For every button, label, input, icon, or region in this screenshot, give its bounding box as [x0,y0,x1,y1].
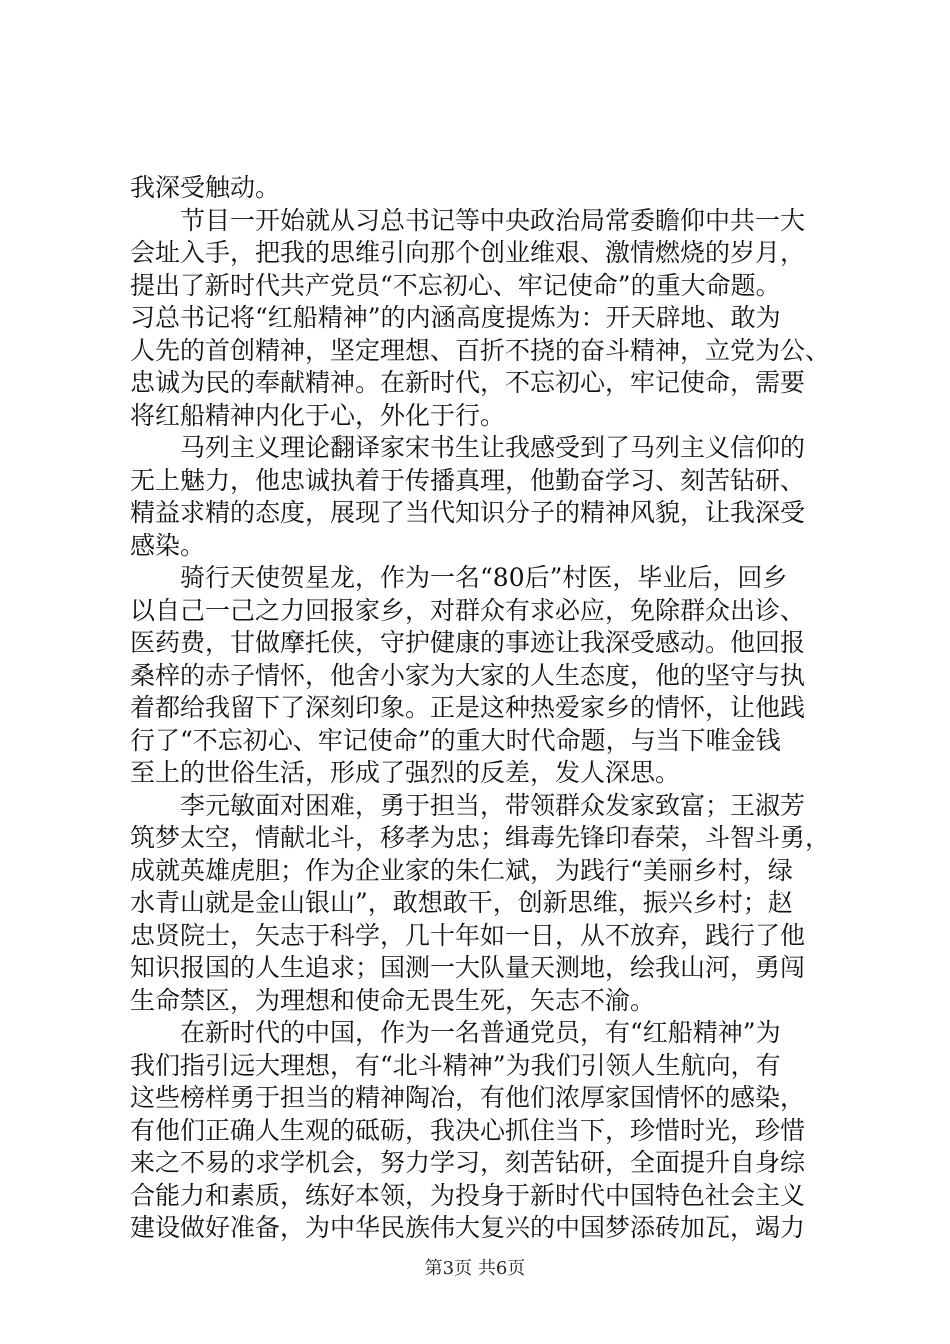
text-line: 桑梓的赤子情怀，他舍小家为大家的人生态度，他的坚守与执 [130,660,806,690]
text-line: 行了“不忘初心、牢记使命”的重大时代命题，与当下唯金钱 [130,725,781,755]
text-line: 将红船精神内化于心，外化于行。 [130,400,506,430]
text-line: 习总书记将“红船精神”的内涵高度提炼为：开天辟地、敢为 [130,303,781,332]
text-line: 节目一开始就从习总书记等中央政治局常委瞻仰中共一大 [180,205,806,235]
text-line: 在新时代的中国，作为一名普通党员，有“红船精神”为 [180,1018,781,1047]
text-line: 医药费，甘做摩托侠，守护健康的事迹让我深受感动。他回报 [130,628,806,657]
text-line: 我们指引远大理想，有“北斗精神”为我们引领人生航向，有 [130,1050,781,1080]
text-line: 忠贤院士，矢志于科学，几十年如一日，从不放弃，践行了他 [130,920,806,950]
text-line: 以自己一己之力回报家乡，对群众有求必应，免除群众出诊、 [130,595,806,625]
text-line: 这些榜样勇于担当的精神陶冶，有他们浓厚家国情怀的感染， [130,1083,806,1112]
text-line: 会址入手，把我的思维引向那个创业维艰、激情燃烧的岁月， [130,238,806,267]
body-text [130,172,830,1245]
text-line: 来之不易的求学机会，努力学习，刻苦钻研，全面提升自身综 [130,1148,806,1177]
text-line: 至上的世俗生活，形成了强烈的反差，发人深思。 [130,758,681,787]
text-line: 有他们正确人生观的砥砺，我决心抓住当下，珍惜时光，珍惜 [130,1115,806,1145]
text-line: 水青山就是金山银山”，敢想敢干，创新思维，振兴乡村；赵 [130,888,793,917]
text-line: 忠诚为民的奉献精神。在新时代，不忘初心，牢记使命，需要 [130,368,806,397]
text-line: 建设做好准备，为中华民族伟大复兴的中国梦添砖加瓦，竭力 [130,1213,806,1242]
text-line: 成就英雄虎胆；作为企业家的朱仁斌，为践行“美丽乡村，绿 [130,855,793,885]
text-line: 知识报国的人生追求；国测一大队量天测地，绘我山河，勇闯 [130,953,806,982]
text-line: 李元敏面对困难，勇于担当，带领群众发家致富；王淑芳 [180,790,806,820]
text-line: 提出了新时代共产党员“不忘初心、牢记使命”的重大命题。 [130,270,781,300]
text-line: 感染。 [130,530,206,560]
text-line: 筑梦太空，情献北斗，移孝为忠；缉毒先锋印春荣，斗智斗勇， [130,823,830,852]
page-footer: 第3页 共6页 [424,1258,526,1279]
text-line: 骑行天使贺星龙，作为一名“80后”村医，毕业后，回乡 [180,563,788,592]
text-line: 我深受触动。 [130,173,281,202]
text-line: 精益求精的态度，展现了当代知识分子的精神风貌，让我深受 [130,498,806,527]
text-line: 着都给我留下了深刻印象。正是这种热爱家乡的情怀，让他践 [130,693,806,722]
text-line: 人先的首创精神，坚定理想、百折不挠的奋斗精神，立党为公、 [130,335,830,365]
text-line: 无上魅力，他忠诚执着于传播真理，他勤奋学习、刻苦钻研、 [130,465,806,495]
text-line: 合能力和素质，练好本领，为投身于新时代中国特色社会主义 [130,1180,806,1210]
text-line: 马列主义理论翻译家宋书生让我感受到了马列主义信仰的 [180,433,806,462]
text-line: 生命禁区，为理想和使命无畏生死，矢志不渝。 [130,985,656,1015]
